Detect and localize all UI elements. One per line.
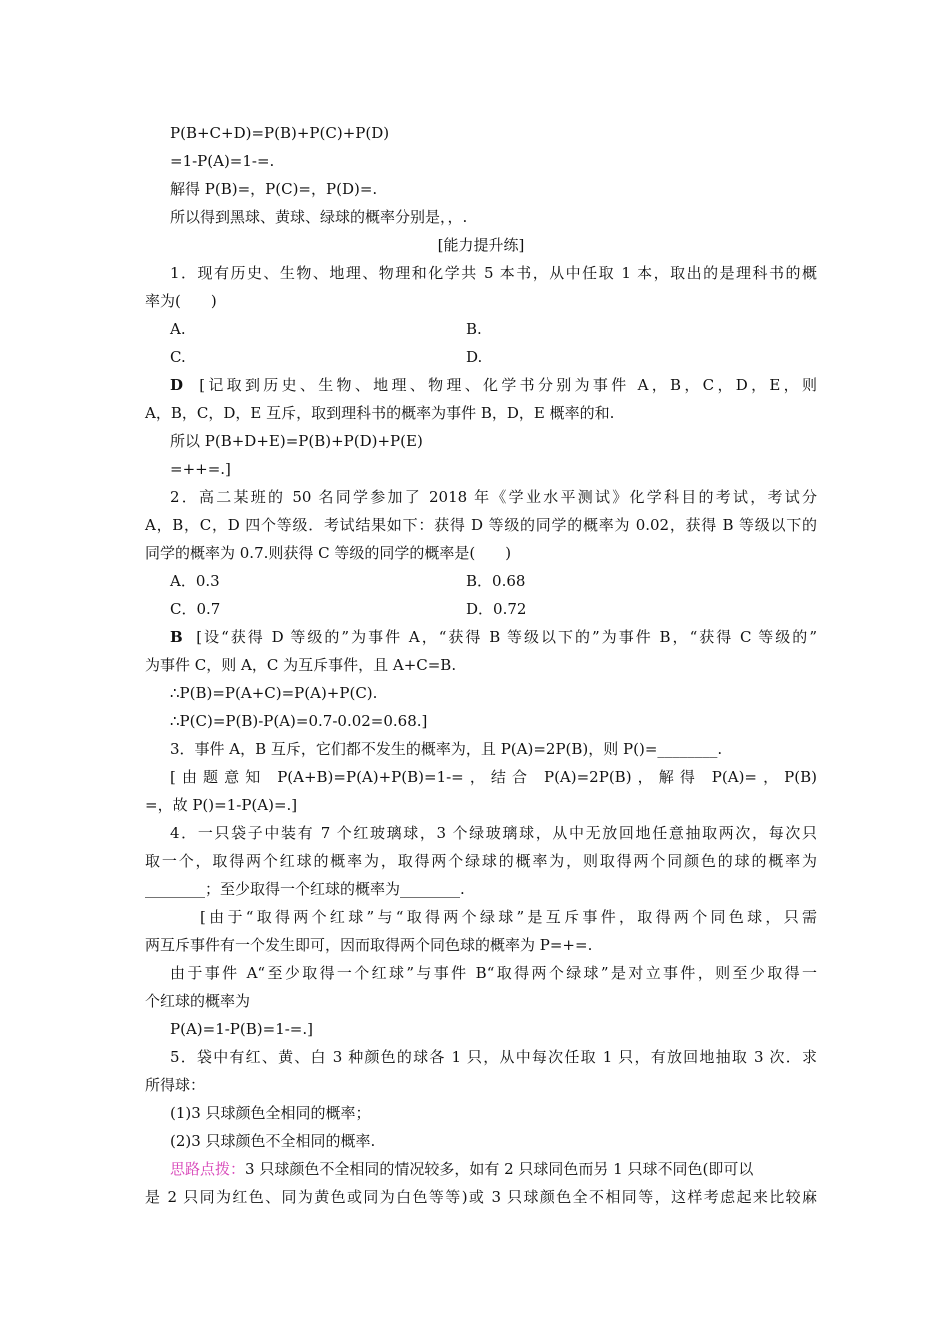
question-3-text: 3．事件 A，B 互斥，它们都不发生的概率为，且 P(A)=2P(B)，则 P()=________. bbox=[170, 740, 723, 758]
question-2-text: 2．高二某班的 50 名同学参加了 2018 年《学业水平测试》化学科目的考试，考试分 bbox=[170, 488, 817, 506]
answer-4-text: 两互斥事件有一个发生即可，因而取得两个同色球的概率为 P=+=. bbox=[145, 936, 593, 954]
hint-label: 思路点拨： bbox=[170, 1160, 246, 1178]
section-heading: [能力提升练] bbox=[437, 236, 525, 254]
question-2-text: A，B，C，D 四个等级．考试结果如下：获得 D 等级的同学的概率为 0.02，获得 B 等级以下的 bbox=[145, 516, 817, 534]
question-5-part-1: (1)3 只球颜色全相同的概率； bbox=[170, 1104, 371, 1122]
answer-4-text: [由于“取得两个红球”与“取得两个绿球”是互斥事件，取得两个同色球，只需 bbox=[200, 908, 817, 926]
answer-4-text: 个红球的概率为 bbox=[145, 992, 251, 1010]
question-5-part-2: (2)3 只球颜色不全相同的概率. bbox=[170, 1132, 376, 1150]
hint-paragraph bbox=[170, 1159, 817, 1179]
answer-text: [设“获得 D 等级的”为事件 A，“获得 B 等级以下的”为事件 B，“获得 C 等级的” bbox=[196, 628, 817, 646]
answer-2-text: ∴P(B)=P(A+C)=P(A)+P(C). bbox=[170, 684, 378, 702]
question-4-text: 4．一只袋子中装有 7 个红玻璃球，3 个绿玻璃球，从中无放回地任意抽取两次，每次只 bbox=[170, 824, 817, 842]
equation-line: P(B+C+D)=P(B)+P(C)+P(D) bbox=[170, 124, 390, 142]
answer-text: [记取到历史、生物、地理、物理、化学书分别为事件 A，B，C，D，E，则 bbox=[199, 376, 817, 394]
answer-1 bbox=[170, 375, 817, 395]
option-d: D. bbox=[466, 348, 483, 366]
question-4-text: 取一个，取得两个红球的概率为，取得两个绿球的概率为，则取得两个同颜色的球的概率为 bbox=[145, 852, 817, 870]
question-5-text: 所得球： bbox=[145, 1076, 206, 1094]
question-1-text: 1．现有历史、生物、地理、物理和化学共 5 本书，从中任取 1 本，取出的是理科书的概 bbox=[170, 264, 817, 282]
hint-text: 是 2 只同为红色、同为黄色或同为白色等等)或 3 只球颜色全不相同等，这样考虑起来比较麻 bbox=[145, 1188, 817, 1206]
question-4-text: ________；至少取得一个红球的概率为________. bbox=[145, 880, 465, 898]
question-5-text: 5．袋中有红、黄、白 3 种颜色的球各 1 只，从中每次任取 1 只，有放回地抽取 3 次．求 bbox=[170, 1048, 817, 1066]
answer-2 bbox=[170, 627, 817, 647]
answer-4-text: P(A)=1-P(B)=1-=.] bbox=[170, 1020, 313, 1038]
answer-1-text: =++=.] bbox=[170, 460, 231, 478]
option-a: A. bbox=[170, 320, 186, 338]
answer-2-text: 为事件 C，则 A，C 为互斥事件，且 A+C=B. bbox=[145, 656, 457, 674]
answer-1-text: 所以 P(B+D+E)=P(B)+P(D)+P(E) bbox=[170, 432, 423, 450]
question-1-text: 率为( ) bbox=[145, 292, 217, 310]
option-b: B. bbox=[466, 320, 482, 338]
option-d: D．0.72 bbox=[466, 600, 527, 618]
option-c: C．0.7 bbox=[170, 600, 221, 618]
answer-3-text: =，故 P()=1-P(A)=.] bbox=[145, 796, 298, 814]
answer-2-text: ∴P(C)=P(B)-P(A)=0.7-0.02=0.68.] bbox=[170, 712, 428, 730]
text-line: 所以得到黑球、黄球、绿球的概率分别是，，. bbox=[170, 208, 468, 226]
hint-text: 3 只球颜色不全相同的情况较多，如有 2 只球同色而另 1 只球不同色(即可以 bbox=[245, 1160, 754, 1178]
question-2-text: 同学的概率为 0.7.则获得 C 等级的同学的概率是( ) bbox=[145, 544, 512, 562]
answer-4-text: 由于事件 A“至少取得一个红球”与事件 B“取得两个绿球”是对立事件，则至少取得一 bbox=[170, 964, 817, 982]
option-c: C. bbox=[170, 348, 186, 366]
option-a: A．0.3 bbox=[170, 572, 220, 590]
answer-letter: D bbox=[170, 376, 184, 394]
option-b: B．0.68 bbox=[466, 572, 526, 590]
text-line: 解得 P(B)=，P(C)=，P(D)=. bbox=[170, 180, 378, 198]
answer-letter: B bbox=[170, 628, 183, 646]
answer-3-text: [由题意知 P(A+B)=P(A)+P(B)=1-=，结合 P(A)=2P(B)，解得 P(A)=，P(B) bbox=[170, 768, 817, 786]
answer-1-text: A，B，C，D，E 互斥，取到理科书的概率为事件 B，D，E 概率的和. bbox=[145, 404, 615, 422]
equation-line: =1-P(A)=1-=. bbox=[170, 152, 275, 170]
